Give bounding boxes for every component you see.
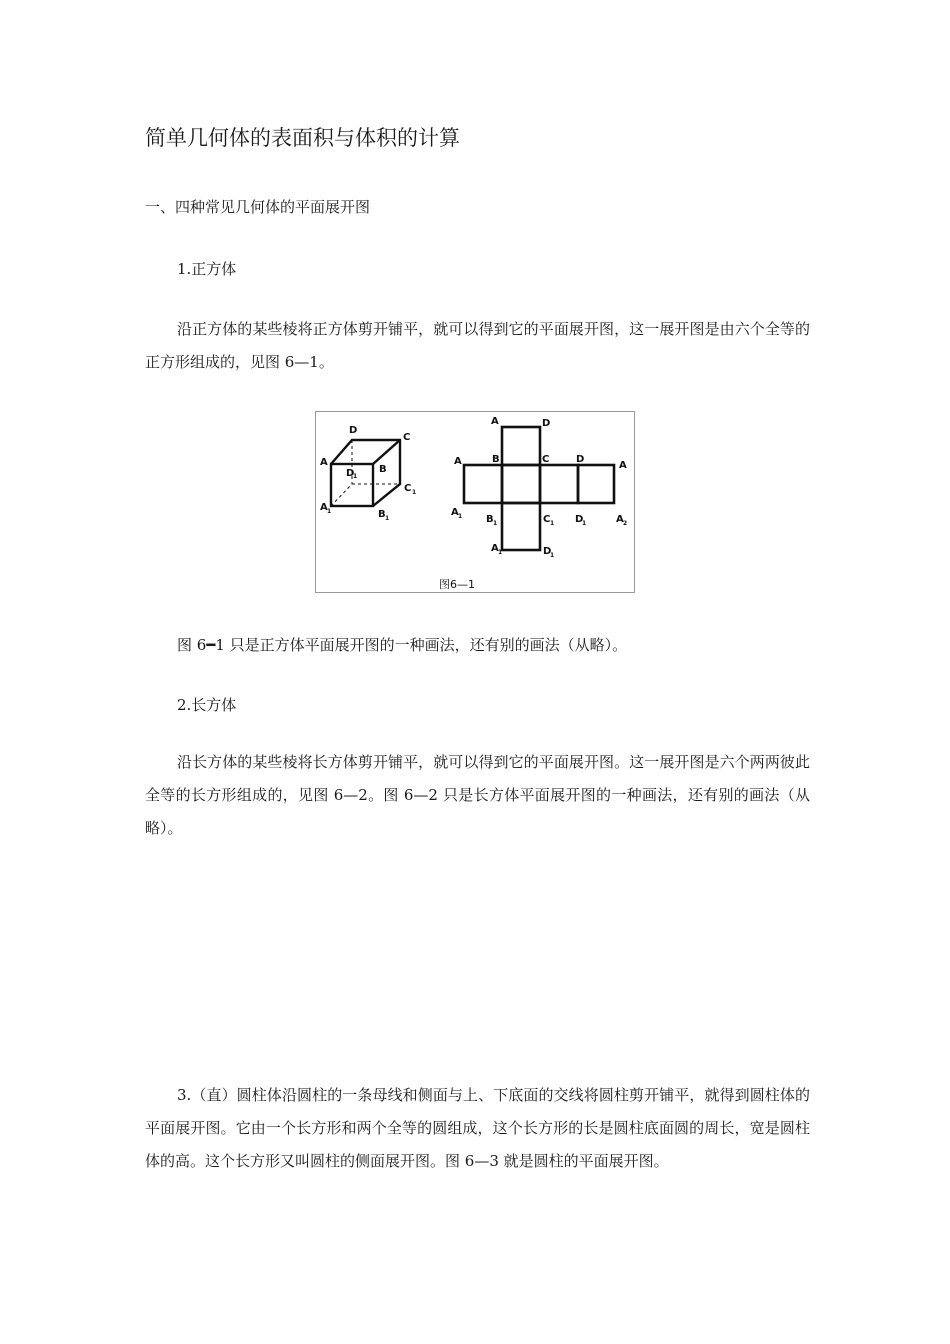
item3-paragraph: 3.（直）圆柱体沿圆柱的一条母线和侧面与上、下底面的交线将圆柱剪开铺平，就得到圆柱体的平面展开图。它由一个长方形和两个全等的圆组成，这个长方形的长是圆柱底面圆的周长，宽是圆柱体的高。这个长方形又叫圆柱的侧面展开图。图 6—3 就是圆柱的平面展开图。 (145, 1086, 810, 1170)
net-label-c1: C (543, 514, 551, 525)
cube-hidden-edge (331, 484, 352, 506)
net-far-right-square (578, 465, 614, 503)
net-label-a-right: A (619, 460, 627, 471)
cube-edge-bc (373, 440, 400, 464)
net-label-a-left: A (454, 456, 462, 467)
cube-label-c: C (403, 432, 411, 443)
item2-paragraph: 沿长方体的某些棱将长方体剪开铺平，就可以得到它的平面展开图。这一展开图是六个两两彼此全等的长方形组成的，见图 6—2。图 6—2 只是长方体平面展开图的一种画法，还有别的画法（从略）。 (145, 753, 810, 837)
figure-cube-net (315, 411, 635, 593)
net-top-square (502, 427, 540, 465)
net-right-square (540, 465, 578, 503)
figure-caption: 图6—1 (439, 578, 475, 591)
cube-label-a1: A (320, 502, 328, 513)
cube-label-b: B (379, 464, 387, 475)
net-label-d-bottom-sub: 1 (550, 552, 555, 559)
net-center-square (502, 465, 540, 503)
net-left-square (464, 465, 502, 503)
net-label-c1-sub: 1 (550, 520, 555, 527)
cube-label-c1-sub: 1 (412, 489, 417, 496)
net-label-d1-sub: 1 (582, 520, 587, 527)
net-label-a-top: A (491, 416, 499, 427)
net-label-a2-sub: 2 (623, 520, 628, 527)
cube-label-d: D (349, 425, 358, 436)
cube-label-a1-sub: 1 (327, 508, 332, 515)
figure-note: 图 6━1 只是正方体平面展开图的一种画法，还有别的画法（从略）。 (177, 636, 628, 654)
cube-net-diagram (316, 412, 636, 594)
cube-label-d1: D (346, 468, 355, 479)
cube-label-b1: B (378, 509, 386, 520)
net-bottom-square (502, 503, 540, 550)
cube-label-c1: C (404, 483, 412, 494)
net-label-a-bottom: A (491, 543, 499, 554)
page-title: 简单几何体的表面积与体积的计算 (145, 126, 460, 150)
item2-heading: 2.长方体 (177, 696, 237, 714)
cube-label-a: A (320, 457, 328, 468)
net-label-b: B (492, 454, 500, 465)
item1-heading: 1.正方体 (177, 260, 237, 278)
net-label-d1: D (575, 514, 584, 525)
net-label-a2: A (616, 514, 624, 525)
item1-paragraph: 沿正方体的某些棱将正方体剪开铺平，就可以得到它的平面展开图，这一展开图是由六个全等的正方形组成的，见图 6—1。 (145, 320, 810, 371)
net-label-d-bottom: D (543, 546, 552, 557)
cube-label-d1-sub: 1 (353, 473, 358, 480)
net-label-d-top: D (542, 418, 551, 429)
net-label-b1-sub: 1 (493, 520, 498, 527)
net-label-b1: B (486, 514, 494, 525)
section-heading: 一、四种常见几何体的平面展开图 (145, 198, 371, 216)
cube-label-b1-sub: 1 (385, 515, 390, 522)
net-label-c: C (542, 454, 550, 465)
net-label-a-bottom-sub: 1 (498, 549, 503, 556)
net-label-d: D (576, 454, 585, 465)
net-label-a1-sub: 1 (458, 513, 463, 520)
cube-drawing (331, 440, 400, 506)
net-drawing (464, 427, 614, 550)
net-label-a1: A (451, 507, 459, 518)
